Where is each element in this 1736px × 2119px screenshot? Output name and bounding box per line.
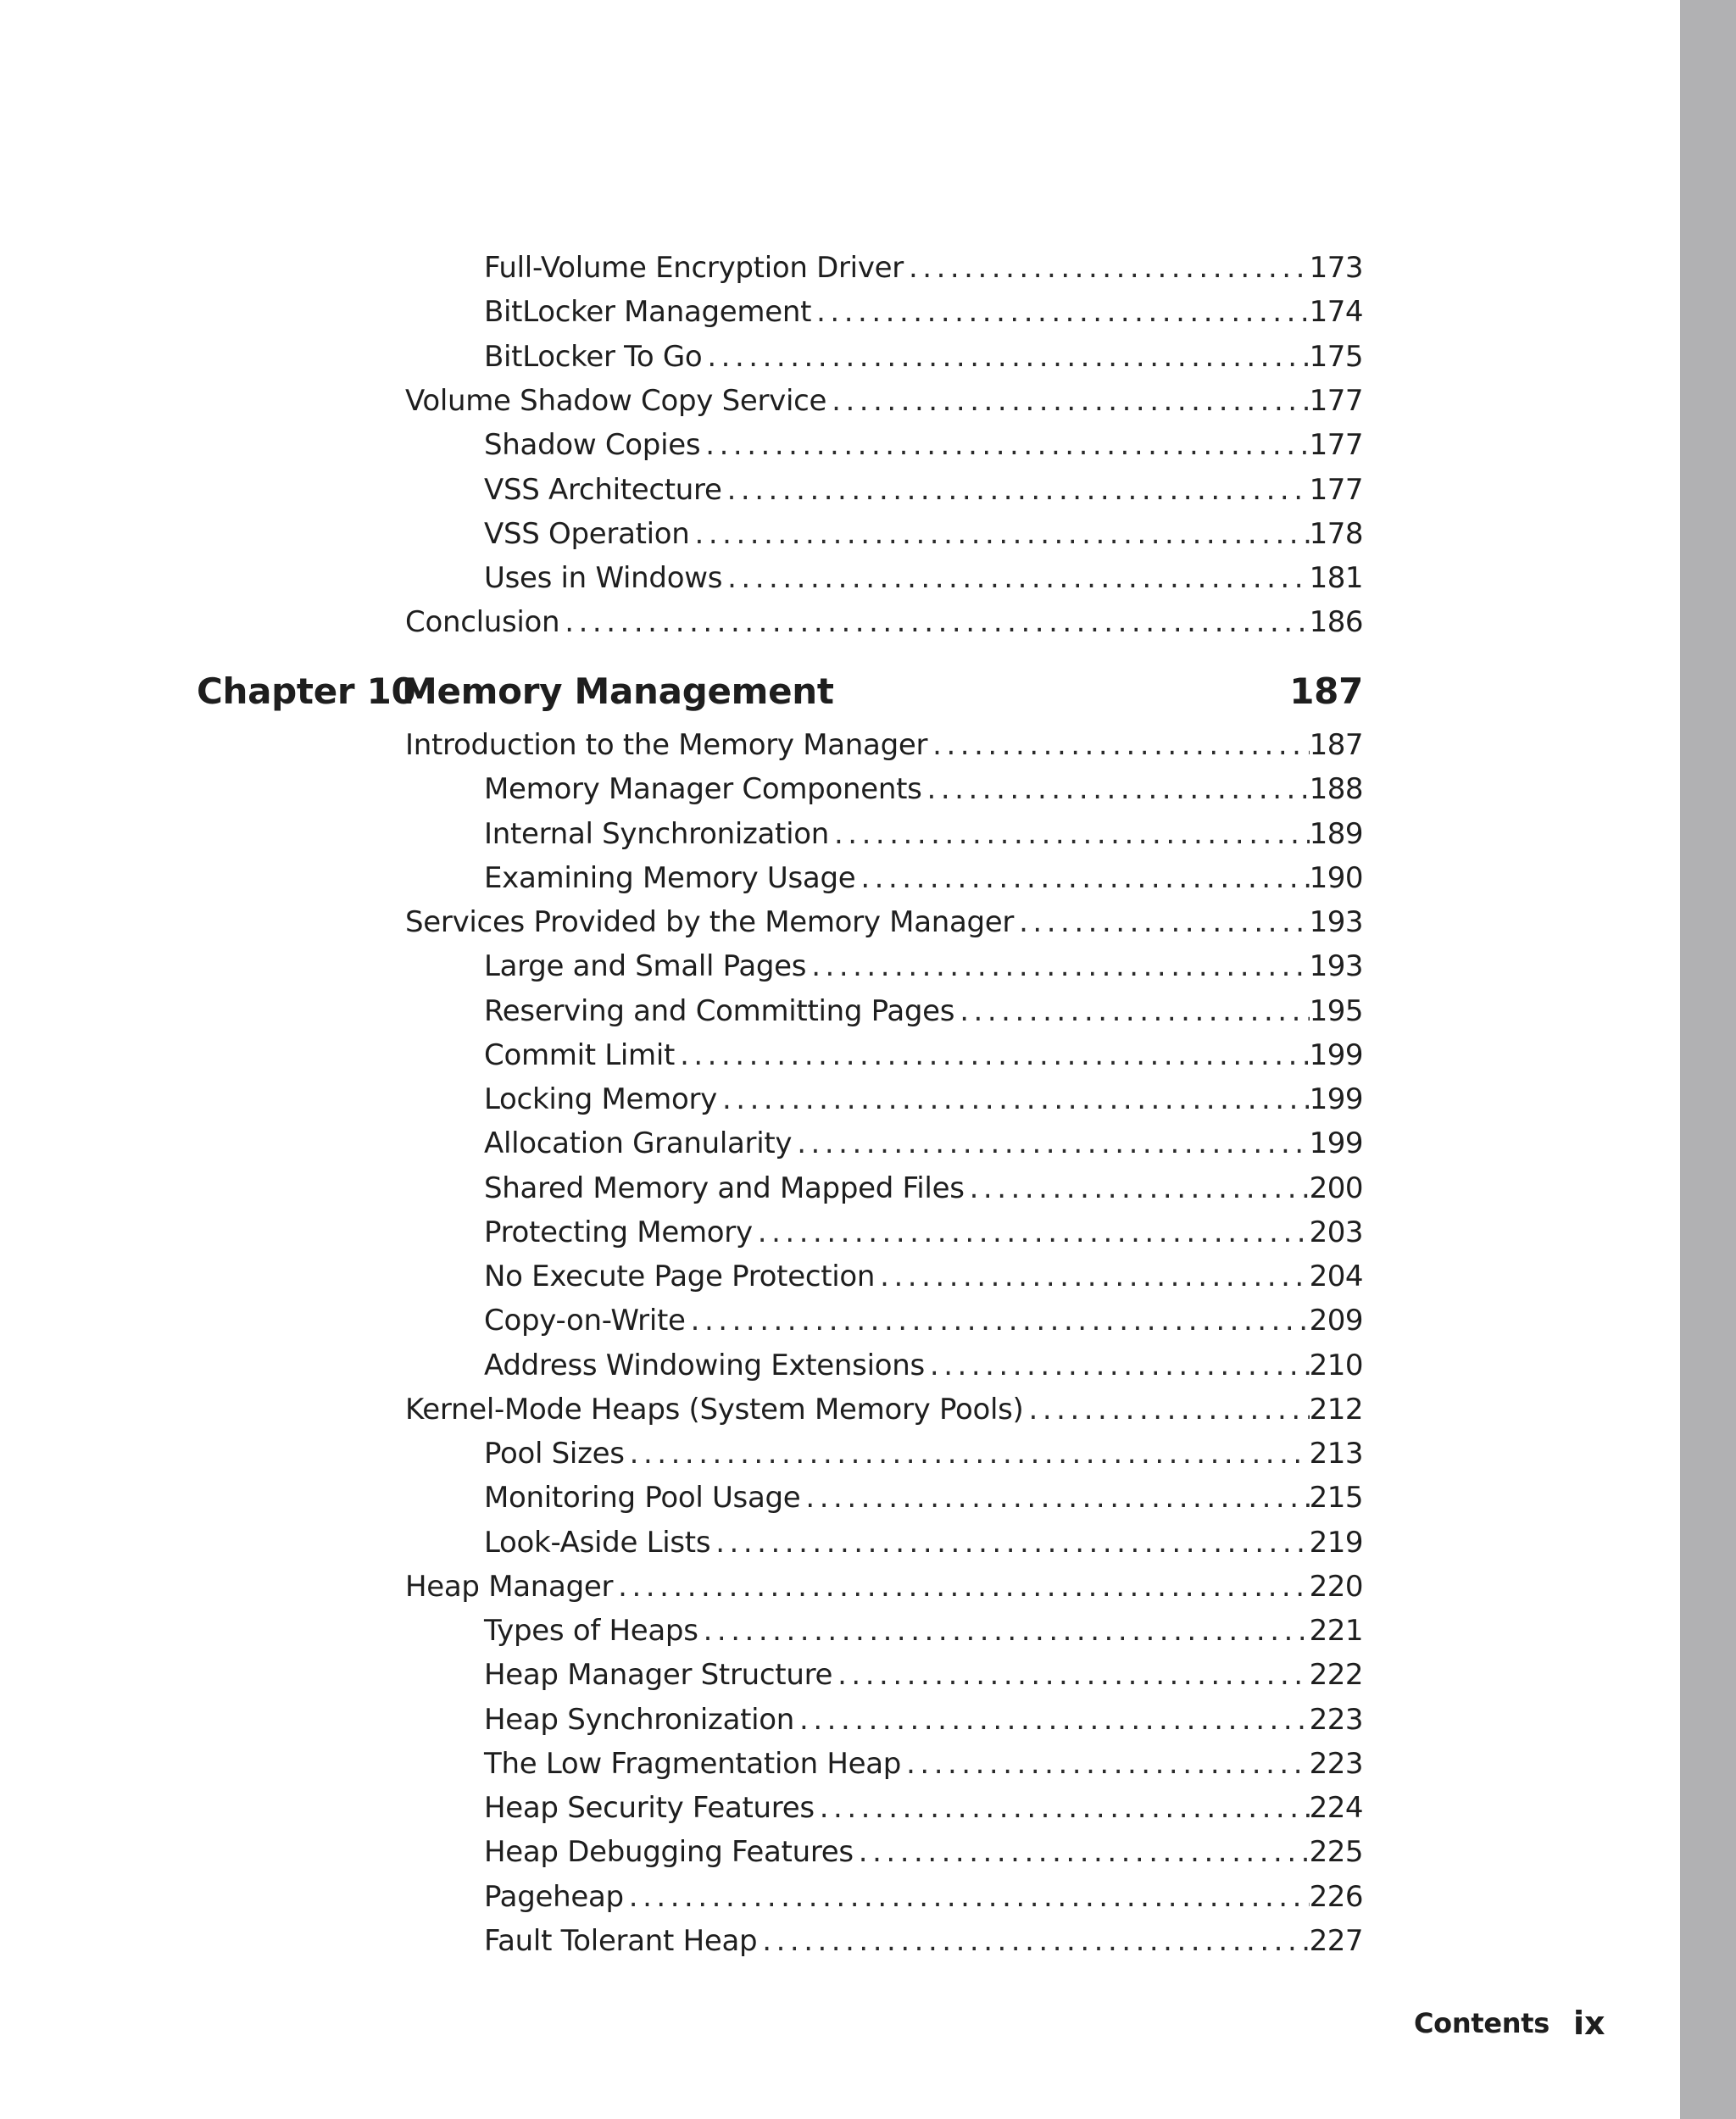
chapter-title: Memory Management	[402, 670, 834, 712]
toc-entry-page-number: 209	[1309, 1304, 1363, 1338]
toc-entry	[0, 1256, 1363, 1297]
toc-entry-page-number: 177	[1309, 428, 1363, 463]
toc-entry-page-number: 199	[1309, 1037, 1363, 1072]
page-edge-bar	[1680, 0, 1736, 2119]
toc-entry	[0, 292, 1363, 332]
toc-entry-title: Monitoring Pool Usage	[484, 1481, 801, 1516]
toc-entry-page-number: 189	[1309, 816, 1363, 851]
toc-entry-page-number: 203	[1309, 1215, 1363, 1249]
dot-leader	[710, 1522, 1309, 1563]
chapter-heading	[197, 666, 1363, 717]
toc-entry-title: Large and Small Pages	[484, 949, 807, 984]
toc-entry	[0, 1035, 1363, 1076]
toc-entry	[0, 769, 1363, 809]
toc-entry	[0, 1389, 1363, 1430]
dot-leader	[811, 292, 1309, 332]
toc-entry-title: Locking Memory	[484, 1082, 717, 1116]
dot-leader	[613, 1566, 1309, 1607]
dot-leader	[625, 1433, 1310, 1474]
toc-entry	[0, 1566, 1363, 1607]
toc-entry-page-number: 220	[1309, 1569, 1363, 1604]
toc-entry	[0, 1079, 1363, 1120]
toc-entry-title: Full-Volume Encryption Driver	[484, 251, 904, 285]
toc-entry	[0, 902, 1363, 943]
toc-entry-title: Address Windowing Extensions	[484, 1348, 925, 1382]
toc-entry-title: Commit Limit	[484, 1037, 676, 1072]
toc-entry-title: Reserving and Committing Pages	[484, 993, 955, 1028]
toc-entry-page-number: 212	[1309, 1392, 1363, 1427]
dot-leader	[800, 1477, 1309, 1518]
dot-leader	[832, 1655, 1309, 1695]
dot-leader	[722, 470, 1310, 510]
toc-entry-title: Pageheap	[484, 1879, 624, 1914]
dot-leader	[700, 425, 1309, 465]
dot-leader	[815, 1788, 1310, 1828]
toc-entry-title: Heap Manager Structure	[484, 1658, 833, 1693]
toc-entry-page-number: 222	[1309, 1658, 1363, 1693]
chapter-page-number: 187	[1289, 670, 1363, 712]
toc-entry-title: Kernel-Mode Heaps (System Memory Pools)	[405, 1392, 1024, 1427]
dot-leader	[702, 336, 1309, 377]
toc-entry-page-number: 195	[1309, 993, 1363, 1028]
toc-entry	[0, 946, 1363, 987]
toc-entry-page-number: 175	[1309, 339, 1363, 374]
toc-entry-page-number: 200	[1309, 1171, 1363, 1205]
toc-entry-title: BitLocker Management	[484, 295, 812, 330]
dot-leader	[1024, 1389, 1310, 1430]
toc-entry	[0, 1433, 1363, 1474]
toc-entry-page-number: 193	[1309, 905, 1363, 939]
dot-leader	[954, 991, 1309, 1032]
toc-entry-page-number: 174	[1309, 295, 1363, 330]
toc-entry	[0, 558, 1363, 598]
toc-entry-title: Copy-on-Write	[484, 1304, 686, 1338]
toc-entry-page-number: 186	[1309, 605, 1363, 640]
toc-entry-title: Volume Shadow Copy Service	[405, 383, 827, 418]
toc-entry-page-number: 199	[1309, 1082, 1363, 1116]
toc-entry-page-number: 204	[1309, 1260, 1363, 1293]
dot-leader	[686, 1300, 1310, 1341]
toc-entry-page-number: 187	[1309, 728, 1363, 762]
toc-entry-page-number: 219	[1309, 1525, 1363, 1560]
toc-entry	[0, 247, 1363, 288]
toc-entry-title: Services Provided by the Memory Manager	[405, 905, 1015, 939]
toc-entry-title: BitLocker To Go	[484, 339, 703, 374]
toc-entry-title: Shared Memory and Mapped Files	[484, 1171, 965, 1205]
dot-leader	[675, 1035, 1310, 1076]
toc-entry-title: Memory Manager Components	[484, 772, 922, 807]
toc-entry-page-number: 225	[1309, 1835, 1363, 1870]
toc-entry-title: Introduction to the Memory Manager	[405, 728, 928, 762]
toc-entry-title: Look-Aside Lists	[484, 1525, 711, 1560]
toc-entry-title: Conclusion	[405, 605, 560, 640]
toc-entry	[0, 602, 1363, 642]
toc-entry-title: Internal Synchronization	[484, 816, 829, 851]
toc-entry-title: Fault Tolerant Heap	[484, 1923, 758, 1958]
toc-entry-page-number: 178	[1309, 516, 1363, 551]
toc-entry-page-number: 190	[1309, 860, 1363, 895]
dot-leader	[901, 1744, 1310, 1784]
dot-leader	[922, 769, 1310, 809]
footer-page-number: ix	[1573, 2005, 1605, 2042]
toc-entry	[0, 814, 1363, 854]
toc-entry	[0, 1744, 1363, 1784]
toc-entry-title: Pool Sizes	[484, 1437, 625, 1471]
toc-entry	[0, 381, 1363, 421]
toc-entry	[0, 1921, 1363, 1961]
dot-leader	[794, 1699, 1310, 1740]
toc-entry	[0, 1212, 1363, 1253]
dot-leader	[925, 1345, 1310, 1386]
toc-entry-page-number: 223	[1309, 1746, 1363, 1781]
dot-leader	[624, 1877, 1310, 1917]
dot-leader	[854, 1832, 1310, 1872]
dot-leader	[826, 381, 1309, 421]
toc-entry-page-number: 226	[1309, 1879, 1363, 1914]
toc-entry-title: Heap Security Features	[484, 1791, 815, 1825]
toc-entry	[0, 1877, 1363, 1917]
toc-entry-page-number: 213	[1309, 1437, 1363, 1471]
toc-entry	[0, 1123, 1363, 1164]
toc-entry-page-number: 177	[1309, 383, 1363, 418]
dot-leader	[792, 1123, 1309, 1164]
dot-leader	[717, 1079, 1310, 1120]
toc-entry-title: Shadow Copies	[484, 428, 701, 463]
toc-entry-page-number: 177	[1309, 472, 1363, 507]
dot-leader	[855, 858, 1309, 898]
toc-entry-title: Heap Debugging Features	[484, 1835, 854, 1870]
toc-entry-title: VSS Architecture	[484, 472, 722, 507]
toc-entry-title: Heap Synchronization	[484, 1702, 795, 1737]
dot-leader	[927, 725, 1309, 765]
toc-entry	[0, 1655, 1363, 1695]
toc-entry-page-number: 181	[1309, 561, 1363, 596]
toc-entry-title: Allocation Granularity	[484, 1126, 793, 1161]
dot-leader	[753, 1212, 1310, 1253]
toc-entry	[0, 470, 1363, 510]
toc-entry-title: No Execute Page Protection	[484, 1260, 876, 1293]
toc-entry-page-number: 199	[1309, 1126, 1363, 1161]
dot-leader	[965, 1168, 1310, 1209]
dot-leader	[875, 1256, 1309, 1297]
toc-entry-page-number: 210	[1309, 1348, 1363, 1382]
dot-leader	[904, 247, 1310, 288]
toc-entry-title: Uses in Windows	[484, 561, 723, 596]
toc-entry	[0, 1832, 1363, 1872]
dot-leader	[559, 602, 1309, 642]
dot-leader	[690, 514, 1310, 554]
toc-entry-page-number: 188	[1309, 772, 1363, 807]
footer-running-head: Contents	[1414, 2007, 1550, 2039]
dot-leader	[806, 946, 1309, 987]
toc-entry-title: The Low Fragmentation Heap	[484, 1746, 902, 1781]
toc-entry-page-number: 224	[1309, 1791, 1363, 1825]
dot-leader	[829, 814, 1310, 854]
toc-entry	[0, 1300, 1363, 1341]
toc-entry-page-number: 221	[1309, 1614, 1363, 1648]
toc-entry	[0, 1699, 1363, 1740]
toc-entry-title: Protecting Memory	[484, 1215, 753, 1249]
toc-entry-title: Types of Heaps	[484, 1614, 698, 1648]
toc-entry	[0, 1788, 1363, 1828]
toc-entry	[0, 1345, 1363, 1386]
toc-entry-page-number: 173	[1309, 251, 1363, 285]
dot-leader	[757, 1921, 1309, 1961]
toc-entry-title: Examining Memory Usage	[484, 860, 856, 895]
dot-leader	[722, 558, 1309, 598]
toc-entry-page-number: 215	[1309, 1481, 1363, 1516]
toc-entry-title: Heap Manager	[405, 1569, 614, 1604]
toc-entry	[0, 1522, 1363, 1563]
toc-entry-page-number: 223	[1309, 1702, 1363, 1737]
dot-leader	[1014, 902, 1309, 943]
toc-entry-page-number: 193	[1309, 949, 1363, 984]
toc-entry	[0, 991, 1363, 1032]
toc-entry	[0, 1477, 1363, 1518]
toc-entry	[0, 514, 1363, 554]
toc-entry	[0, 425, 1363, 465]
chapter-label: Chapter 10	[197, 670, 416, 712]
toc-entry	[0, 725, 1363, 765]
toc-entry-page-number: 227	[1309, 1923, 1363, 1958]
toc-entry	[0, 336, 1363, 377]
toc-entry	[0, 858, 1363, 898]
toc-entry	[0, 1610, 1363, 1651]
toc-entry	[0, 1168, 1363, 1209]
dot-leader	[698, 1610, 1310, 1651]
toc-entry-title: VSS Operation	[484, 516, 690, 551]
